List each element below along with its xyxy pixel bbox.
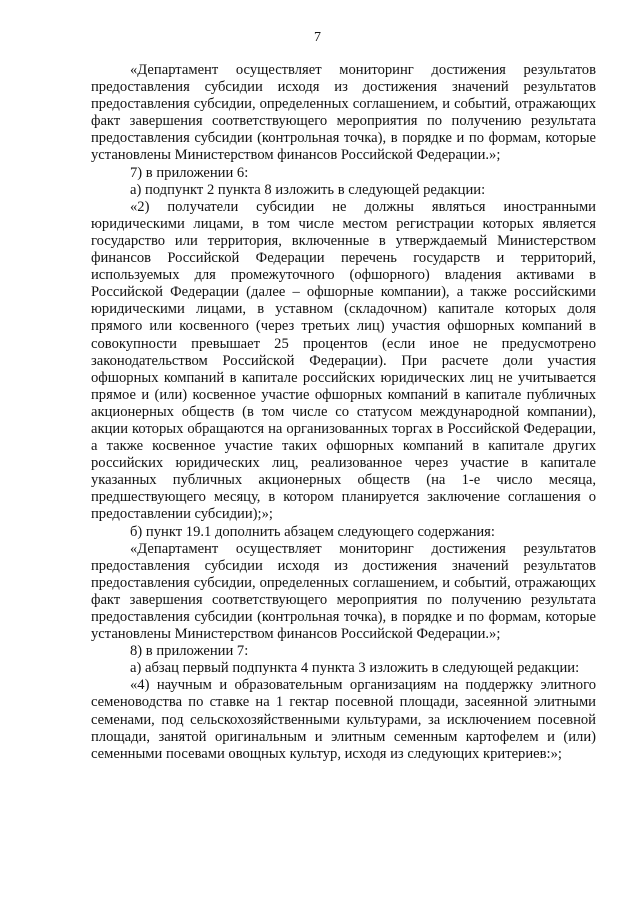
paragraph-offshore-recipients: «2) получатели субсидии не должны являться иностранными юридическими лицами, в том числе местом регистрации которых является государство или территория, включенные в утверждаемый Министерством финансов Российской Федерации перечень государств и территорий, используемых для промежуточного (офшорного) владения активами в Российской Федерации (далее – офшорные компании), а также российскими юридическими лицами, в уставном (складочном) капитале которых доля прямого или косвенного (через третьих лиц) участия офшорных компаний в совокупности превышает 25 процентов (если иное не предусмотрено законодательством Российской Федерации). При расчете доли участия офшорных компаний в капитале российских юридических лиц не учитывается прямое и (или) косвенное участие офшорных компаний в капитале публичных акционерных обществ (в том числе со статусом международной компании), акции которых обращаются на организованных торгах в Российской Федерации, а также косвенное участие таких офшорных компаний в капитале других российских юридических лиц, реализованное через участие в капитале указанных публичных акционерных обществ (на 1-е число месяца, предшествующего месяцу, в котором планируется заключение соглашения о предоставлении субсидии);»; <box>91 198 596 523</box>
document-body <box>91 62 596 763</box>
paragraph-subitem-a-point-3: а) абзац первый подпункта 4 пункта 3 изложить в следующей редакции: <box>130 660 580 677</box>
paragraph-elite-seed-support: «4) научным и образовательным организациям на поддержку элитного семеноводства по ставке на 1 гектар посевной площади, засеянной элитными семенами, под сельскохозяйственными культурами, за исключением посевной площади, занятой оригинальным и элитным семенным картофелем и (или) семенными посевами овощных культур, исходя из следующих критериев:»; <box>91 677 596 762</box>
paragraph-subitem-b-point-19-1: б) пункт 19.1 дополнить абзацем следующего содержания: <box>130 523 495 540</box>
paragraph-item-8-appendix-7: 8) в приложении 7: <box>130 643 249 660</box>
paragraph-subitem-a-point-8: а) подпункт 2 пункта 8 изложить в следующей редакции: <box>130 181 486 198</box>
paragraph-department-monitoring-2: «Департамент осуществляет мониторинг достижения результатов предоставления субсидии исходя из достижения значений результатов предоставления субсидии, определенных соглашением, и событий, отражающих факт завершения соответствующего мероприятия по получению результата предоставления субсидии (контрольная точка), в порядке и по формам, которые установлены Министерством финансов Российской Федерации.»; <box>91 540 596 643</box>
paragraph-item-7-appendix-6: 7) в приложении 6: <box>130 164 249 181</box>
page-number: 7 <box>314 30 321 45</box>
paragraph-department-monitoring-1: «Департамент осуществляет мониторинг достижения результатов предоставления субсидии исходя из достижения значений результатов предоставления субсидии, определенных соглашением, и событий, отражающих факт завершения соответствующего мероприятия по получению результата предоставления субсидии (контрольная точка), в порядке и по формам, которые установлены Министерством финансов Российской Федерации.»; <box>91 62 596 164</box>
